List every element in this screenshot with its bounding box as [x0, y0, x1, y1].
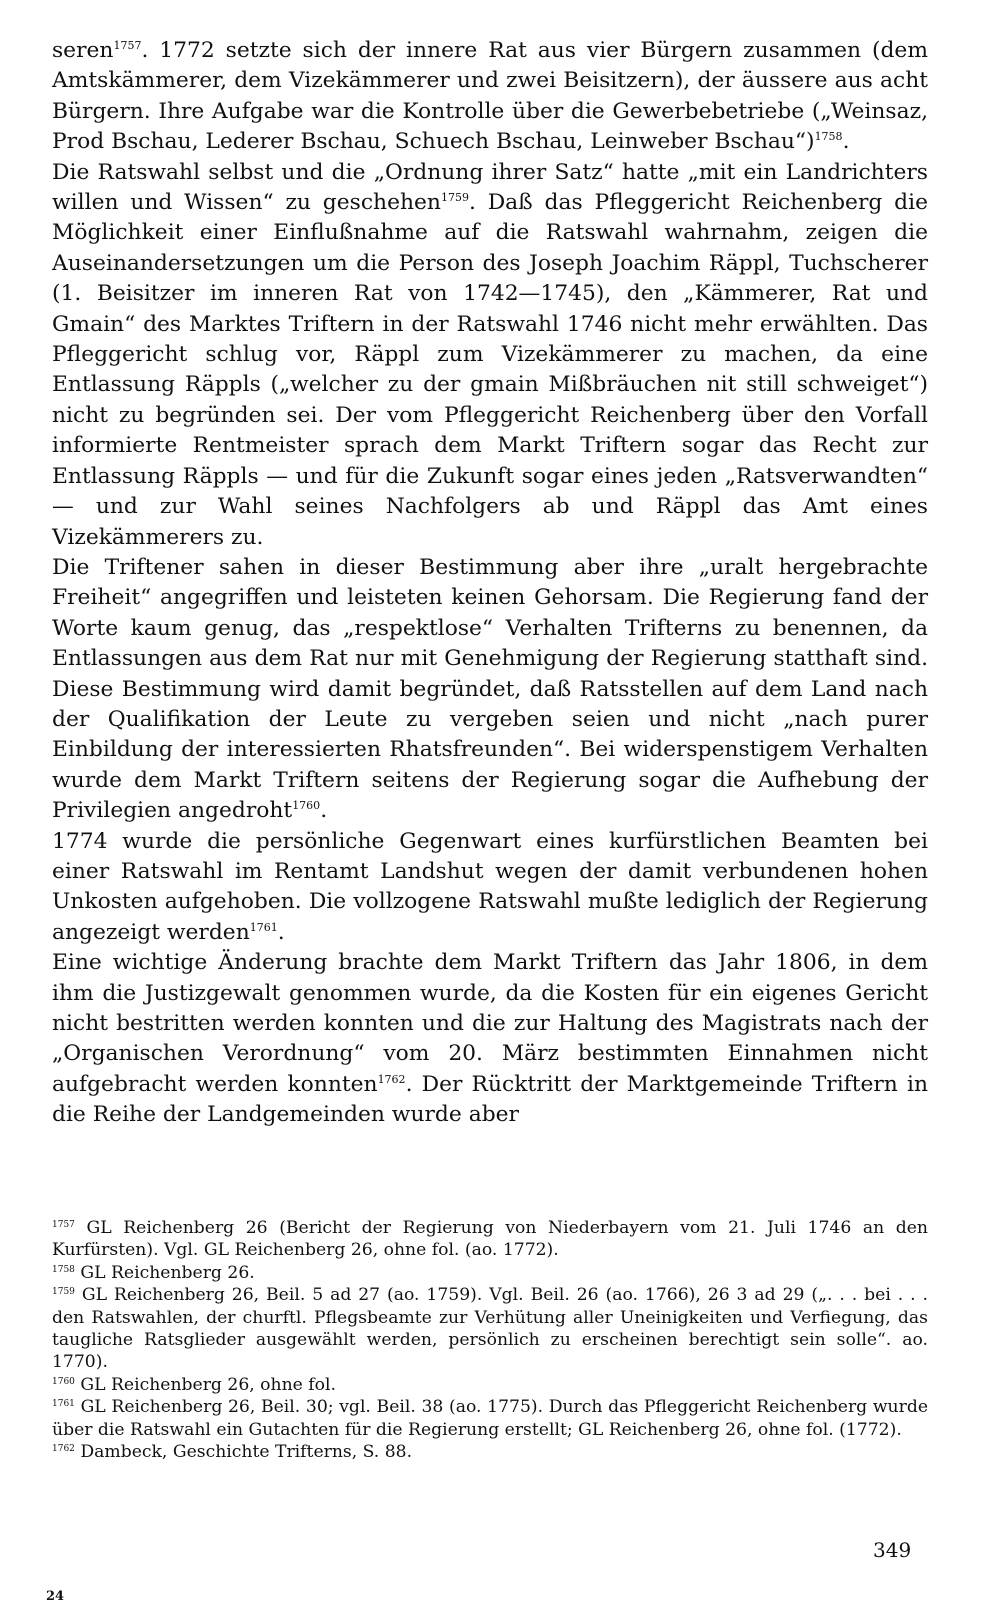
- footnote: $^{1762}$ Dambeck, Geschichte Trifterns, S. 88.: [52, 1442, 413, 1463]
- footnote-ref: 1761: [249, 920, 278, 934]
- footnote-number: 1762: [52, 1444, 75, 1455]
- footnote-number: 1757: [52, 1220, 75, 1230]
- paragraph-5: Eine wichtige Änderung brachte dem Markt Triftern das Jahr 1806, in dem ihm die Justizgewalt genommen wurde, da die Kosten für ein eigenes Gericht nicht bestritten werden konnten und die zur Haltung des Magistrats nach der „Organischen Verordnung“ vom 20. März bestimmten Einnahmen nicht aufgebracht werden konnten$^{1762}$. Der Rücktritt der Marktgemeinde Triftern in die Reihe der Landgemeinden wurde aber: [52, 950, 928, 1128]
- footnote: $^{1761}$ GL Reichenberg 26, Beil. 30; vgl. Beil. 38 (ao. 1775). Durch das Pfleggericht Reichenberg wurde über die Ratswahl ein Gutachten für die Regierung erstellt; GL Reichenberg 26, ohne fol. (1772).: [52, 1397, 928, 1440]
- paragraph-3: Die Triftener sahen in dieser Bestimmung aber ihre „uralt hergebrachte Freiheit“ angegriffen und leisteten keinen Gehorsam. Die Regierung fand der Worte kaum genug, das „respektlose“ Verhalten Trifterns zu benennen, da Entlassungen aus dem Rat nur mit Genehmigung der Regierung statthaft sind. Diese Bestimmung wird damit begründet, daß Ratsstellen auf dem Land nach der Qualifikation der Leute zu vergeben seien und nicht „nach purer Einbildung der interessierten Rhatsfreunden“. Bei widerspenstigem Verhalten wurde dem Markt Triftern seitens der Regierung sogar die Aufhebung der Privilegien angedroht$^{1760}$.: [52, 554, 928, 824]
- paragraph-4: 1774 wurde die persönliche Gegenwart eines kurfürstlichen Beamten bei einer Ratswahl im Rentamt Landshut wegen der damit verbundenen hohen Unkosten aufgehoben. Die vollzogene Ratswahl mußte lediglich der Regierung angezeigt werden$^{1761}$.: [52, 828, 928, 945]
- footnote-ref: 1759: [440, 191, 469, 205]
- paragraph-1: seren$^{1757}$. 1772 setzte sich der innere Rat aus vier Bürgern zusammen (dem Amtskämmerer, dem Vizekämmerer und zwei Beisitzern), der äussere aus acht Bürgern. Ihre Aufgabe war die Kontrolle über die Gewerbebetriebe („Weinsaz, Prod Bschau, Lederer Bschau, Schuech Bschau, Leinweber Bschau“)$^{1758}$.: [52, 38, 928, 155]
- footnote-number: 1760: [52, 1376, 75, 1387]
- paragraph-2: Die Ratswahl selbst und die „Ordnung ihrer Satz“ hatte „mit ein Landrichters willen und Wissen“ zu geschehen$^{1759}$. Daß das Pfleggericht Reichenberg die Möglichkeit einer Einflußnahme auf die Ratswahl wahrnahm, zeigen die Auseinandersetzungen um die Person des Joseph Joachim Räppl, Tuchscherer (1. Beisitzer im inneren Rat von 1742—1745), den „Kämmerer, Rat und Gmain“ des Marktes Triftern in der Ratswahl 1746 nicht mehr erwählten. Das Pfleggericht schlug vor, Räppl zum Vizekämmerer zu machen, da eine Entlassung Räppls („welcher zu der gmain Mißbräuchen nit still schweiget“) nicht zu begründen sei. Der vom Pfleggericht Reichenberg über den Vorfall informierte Rentmeister sprach dem Markt Triftern sogar das Recht zur Entlassung Räppls — und für die Zukunft sogar eines jeden „Ratsverwandten“ — und zur Wahl seines Nachfolgers ab und Räppl das Amt eines Vizekämmerers zu.: [52, 159, 928, 550]
- footnote: $^{1760}$ GL Reichenberg 26, ohne fol.: [52, 1374, 336, 1395]
- signature-mark: 24: [46, 1589, 65, 1604]
- footnote: $^{1757}$ GL Reichenberg 26 (Bericht der Regierung von Niederbayern vom 21. Juli 1746 an den Kurfürsten). Vgl. GL Reichenberg 26, ohne fol. (ao. 1772).: [52, 1218, 928, 1261]
- page-number: 349: [873, 1538, 912, 1562]
- footnote: $^{1758}$ GL Reichenberg 26.: [52, 1262, 255, 1283]
- footnote-ref: 1758: [814, 130, 843, 144]
- footnote-ref: 1760: [292, 799, 321, 813]
- footnote: $^{1759}$ GL Reichenberg 26, Beil. 5 ad 27 (ao. 1759). Vgl. Beil. 26 (ao. 1766), 26 3 ad 29 („. . . bei . . . den Ratswahlen, der churftl. Pflegsbeamte zur Verhütung aller Uneinigkeiten und Verfiegung, das taugliche Ratsglieder ausgewählt werden, persönlich zu erscheinen berechtigt sein solle“. ao. 1770).: [52, 1285, 928, 1373]
- footnote-ref: 1762: [377, 1072, 406, 1086]
- footnote-number: 1761: [52, 1399, 75, 1410]
- footnote-number: 1758: [52, 1264, 75, 1275]
- footnotes: [52, 1217, 928, 1463]
- footnote-number: 1759: [52, 1287, 75, 1298]
- main-text: [52, 36, 928, 1131]
- footnote-ref: 1757: [113, 39, 142, 52]
